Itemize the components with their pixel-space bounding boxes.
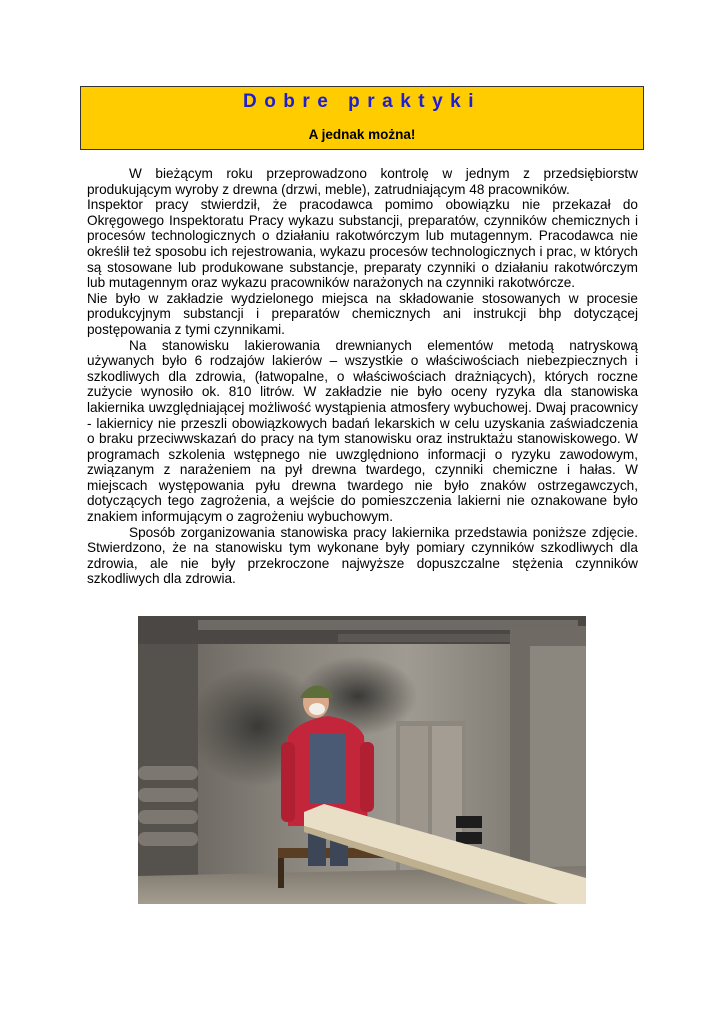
- paragraph: Sposób zorganizowania stanowiska pracy lakiernika przedstawia poniższe zdjęcie. Stwierdzono, że na stanowisku tym wykonane były pomiary czynników szkodliwych dla zdrowia, ale nie były przekroczone najwyższe dopuszczalne stężenia czynników szkodliwych dla zdrowia.: [87, 524, 638, 587]
- paragraph: Na stanowisku lakierowania drewnianych elementów metodą natryskową używanych było 6 rodzajów lakierów – wszystkie o właściwościach niebezpiecznych i szkodliwych dla zdrowia, (łatwopalne, o właściwościach drażniących), których roczne zużycie wynosiło ok. 810 litrów. W zakładzie nie było oceny ryzyka dla stanowiska lakiernika uwzględniającej możliwość wystąpienia atmosfery wybuchowej. Dwaj pracownicy - lakiernicy nie przeszli obowiązkowych badań lekarskich w celu uzyskania zaświadczenia o braku przeciwwskazań do pracy na tym stanowisku oraz instruktażu stanowiskowego. W programach szkolenia wstępnego nie uwzględniono informacji o ryzyku zawodowym, związanym z narażeniem na pył drewna twardego, czynniki chemiczne i hałas. W miejscach występowania pyłu drewna twardego nie było znaków ostrzegawczych, dotyczących tego zagrożenia, a wejście do pomieszczenia lakierni nie oznakowane było znakiem informującym o zagrożeniu wybuchowym.: [87, 337, 638, 525]
- page-subtitle: A jednak można!: [308, 127, 416, 142]
- paragraph: W bieżącym roku przeprowadzono kontrolę w jednym z przedsiębiorstw produkującym wyroby z drewna (drzwi, meble), zatrudniającym 48 pracowników.: [87, 166, 638, 197]
- page-title: Dobre praktyki: [242, 91, 482, 112]
- paragraph: Inspektor pracy stwierdził, że pracodawca pomimo obowiązku nie przekazał do Okręgowego Inspektoratu Pracy wykazu substancji, preparatów, czynników chemicznych i procesów technologicznych o działaniu rakotwórczym lub mutagennym. Pracodawca nie określił też sposobu ich rejestrowania, wykazu procesów technologicznych i prac, w których są stosowane lub produkowane substancje, preparaty czynniki o działaniu rakotwórczym lub mutagennym oraz wykazu pracowników narażonych na czynniki rakotwórcze.: [87, 197, 638, 291]
- article-body: [87, 166, 638, 587]
- paragraph: Nie było w zakładzie wydzielonego miejsca na składowanie stosowanych w procesie produkcyjnym substancji i preparatów chemicznych ani instrukcji bhp dotyczącej postępowania z tymi czynnikami.: [87, 290, 638, 337]
- header-banner: [80, 86, 644, 150]
- workplace-photo: [138, 616, 586, 904]
